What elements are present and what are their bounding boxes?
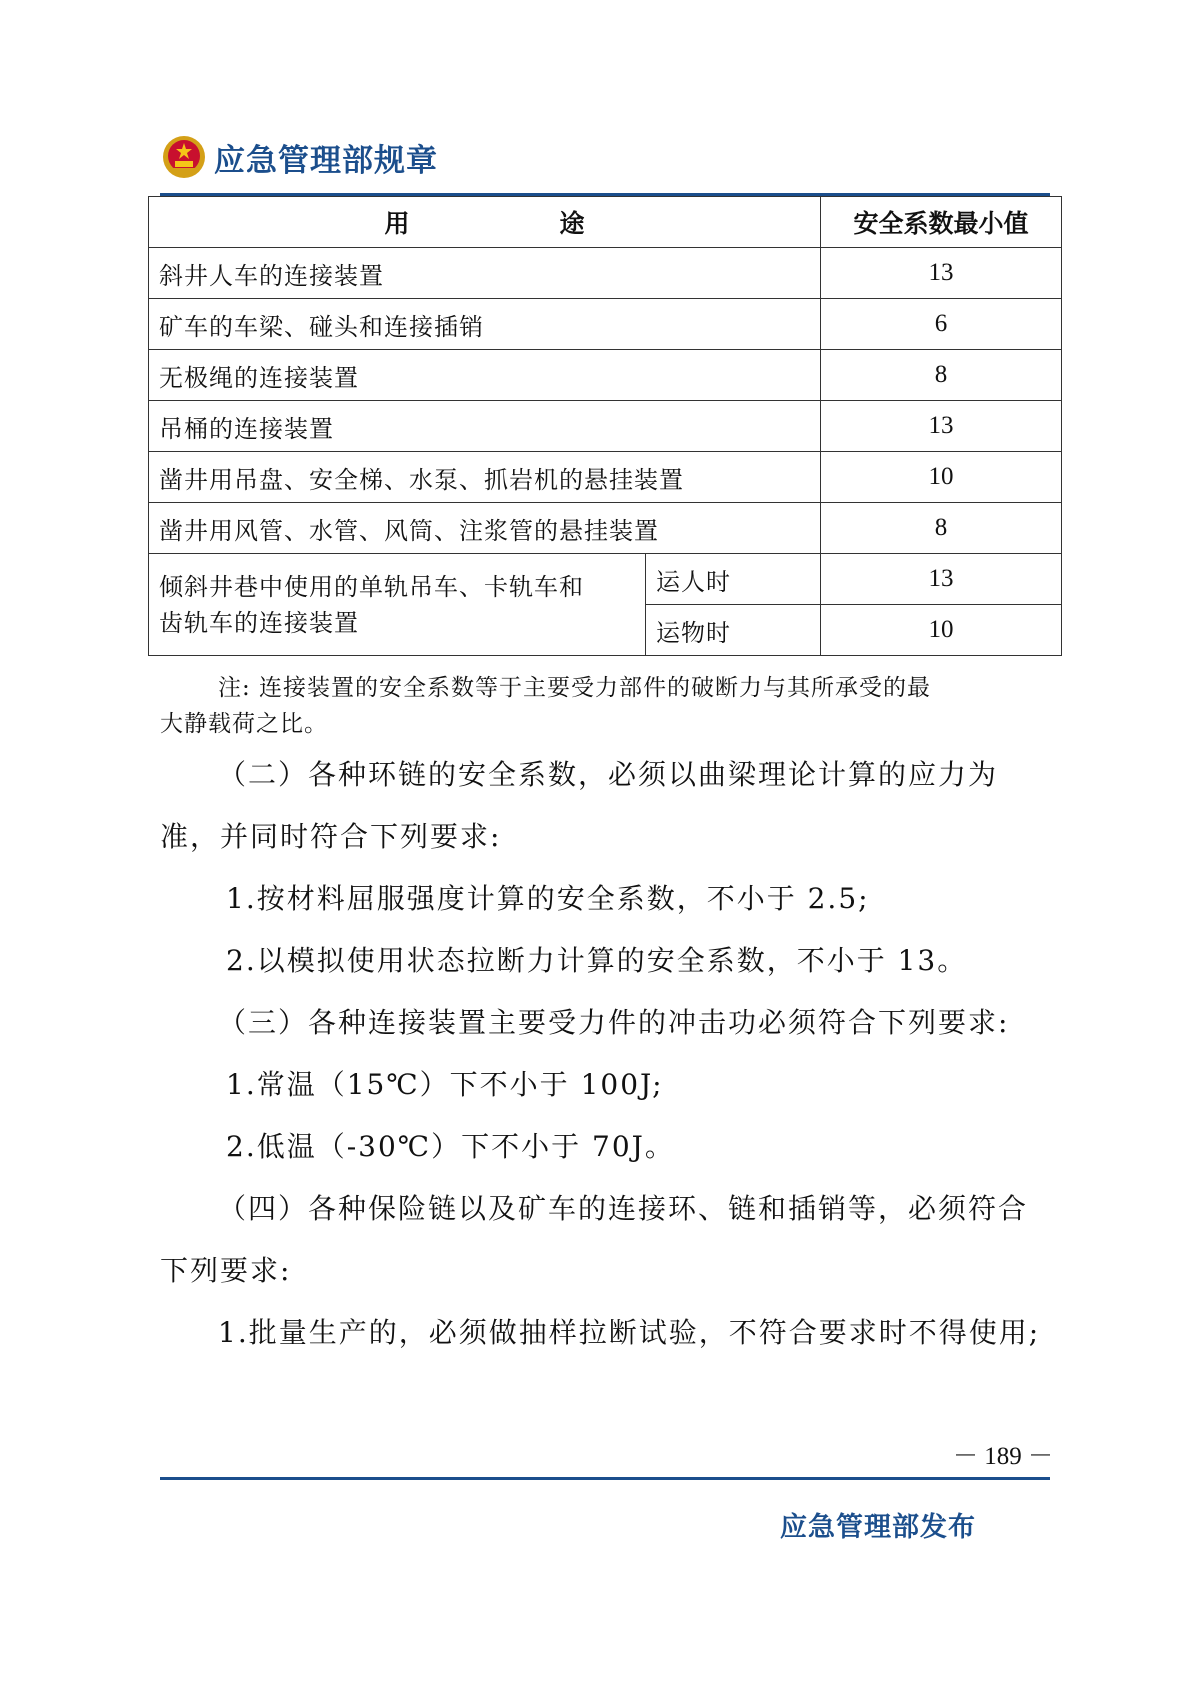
- row-value: 8: [821, 350, 1062, 401]
- table-row: [149, 401, 1062, 452]
- column-header-min-value: 安全系数最小值: [821, 197, 1062, 248]
- row-value: 6: [821, 299, 1062, 350]
- row-value: 13: [821, 401, 1062, 452]
- row-value: 8: [821, 503, 1062, 554]
- paragraph: 1.常温（15℃）下不小于 100J;: [226, 1068, 664, 1101]
- header-title: 应急管理部规章: [214, 142, 438, 179]
- footer-publisher: 应急管理部发布: [780, 1512, 976, 1543]
- note-line1: 注: 连接装置的安全系数等于主要受力部件的破断力与其所承受的最: [218, 675, 932, 701]
- page-number: － 189 －: [952, 1443, 1053, 1470]
- sub-row-value: 10: [821, 605, 1062, 656]
- table-header-row: [149, 197, 1062, 248]
- safety-factor-table: [148, 196, 1062, 656]
- paragraph: 1.批量生产的，必须做抽样拉断试验，不符合要求时不得使用;: [218, 1316, 1041, 1349]
- note-line2: 大静载荷之比。: [160, 711, 328, 737]
- merged-use-line1: 倾斜井巷中使用的单轨吊车、卡轨车和: [159, 572, 584, 601]
- row-use: 吊桶的连接装置: [149, 401, 821, 452]
- table-row: [149, 503, 1062, 554]
- national-emblem-icon: [162, 135, 206, 179]
- sub-row-value: 13: [821, 554, 1062, 605]
- paragraph: （二）各种环链的安全系数，必须以曲梁理论计算的应力为准，并同时符合下列要求:: [160, 758, 999, 853]
- table-row: [149, 350, 1062, 401]
- column-header-use: 用途: [149, 197, 821, 248]
- table-row: [149, 452, 1062, 503]
- table-row: [149, 554, 1062, 605]
- body-text: [160, 744, 1052, 1364]
- paragraph: 2.低温（-30℃）下不小于 70J。: [226, 1130, 675, 1163]
- paragraph: 1.按材料屈服强度计算的安全系数，不小于 2.5;: [226, 882, 870, 915]
- row-use: 凿井用吊盘、安全梯、水泵、抓岩机的悬挂装置: [149, 452, 821, 503]
- paragraph: （三）各种连接装置主要受力件的冲击功必须符合下列要求:: [218, 1006, 1010, 1039]
- row-use: 矿车的车梁、碰头和连接插销: [149, 299, 821, 350]
- row-use: 凿井用风管、水管、风筒、注浆管的悬挂装置: [149, 503, 821, 554]
- row-value: 10: [821, 452, 1062, 503]
- merged-use-line2: 齿轨车的连接装置: [159, 608, 359, 637]
- sub-row-label: 运物时: [646, 605, 821, 656]
- paragraph: （四）各种保险链以及矿车的连接环、链和插销等，必须符合下列要求:: [160, 1192, 1029, 1287]
- paragraph: 2.以模拟使用状态拉断力计算的安全系数，不小于 13。: [226, 944, 968, 977]
- sub-row-label: 运人时: [646, 554, 821, 605]
- table-row: [149, 299, 1062, 350]
- table-note: [160, 670, 1050, 742]
- row-use: 无极绳的连接装置: [149, 350, 821, 401]
- merged-row-use: [149, 554, 646, 656]
- table-row: [149, 248, 1062, 299]
- page-header: [162, 130, 438, 184]
- footer-divider: [160, 1477, 1050, 1480]
- row-use: 斜井人车的连接装置: [149, 248, 821, 299]
- row-value: 13: [821, 248, 1062, 299]
